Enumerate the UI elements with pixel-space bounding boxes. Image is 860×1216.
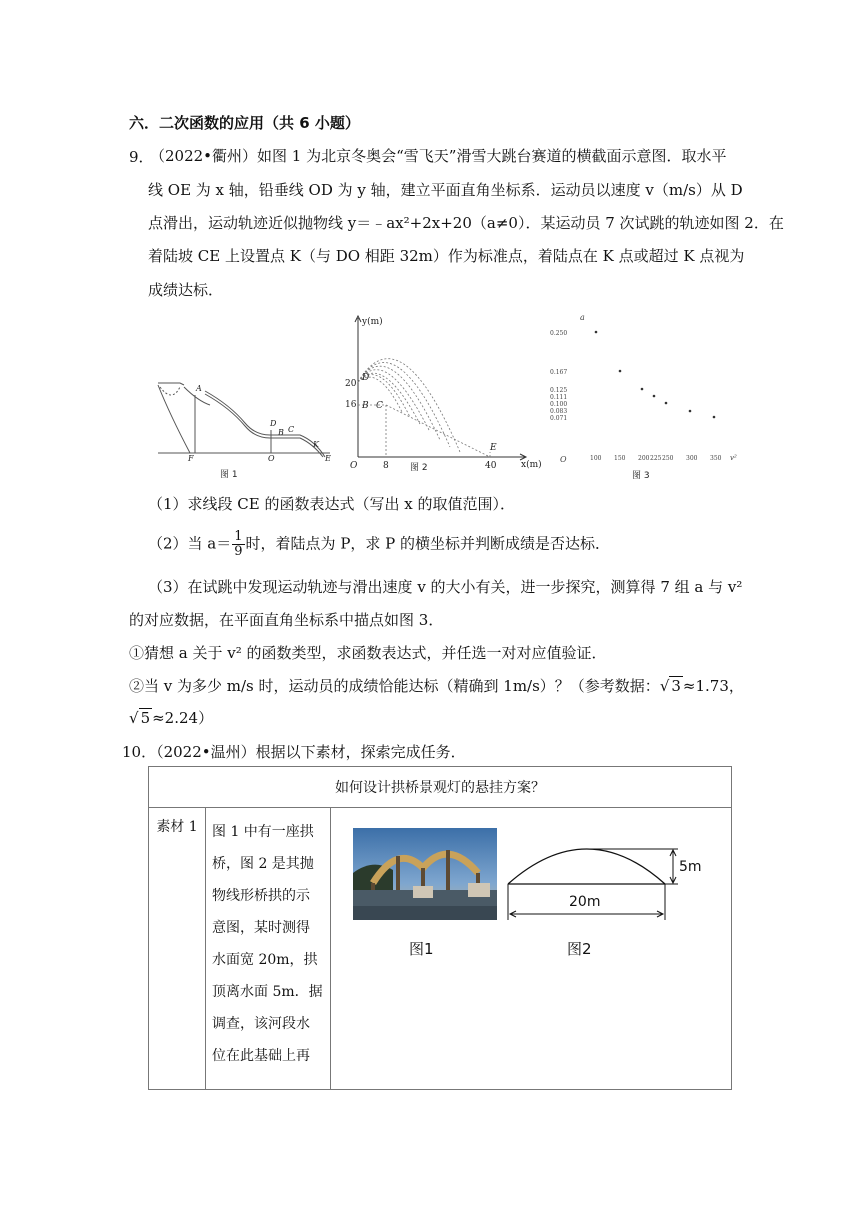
fig1-label-f: F [188,454,194,463]
fraction-denominator: 9 [234,544,243,559]
q10-fig2-caption: 图2 [567,940,592,958]
fig2-point-b: B [362,401,369,411]
fig3-origin: O [560,455,567,464]
fig2-xtick-40: 40 [485,461,497,471]
q9-part-2-fraction [232,530,244,559]
question-9-number: 9． [129,148,154,166]
q9-sub-1: ①猜想 a 关于 v² 的函数类型，求函数表达式，并任选一对对应值验证． [129,644,607,662]
q10-fig1-caption: 图1 [409,940,434,958]
fig3-ytick-2: 0.125 [550,387,568,394]
fig3-ytick-0: 0.250 [550,330,568,337]
fig3-point-5 [665,402,668,405]
fig3-xtick-3: 225 [650,455,662,462]
fig3-point-1 [595,331,598,334]
fig1-label-b: B [278,428,284,437]
material-line-6: 顶离水面 5m．据 [212,984,323,1000]
q9-approx-1: ≈1.73， [682,677,744,695]
q9-sub-2-line-2 [129,708,213,728]
section-title: 六．二次函数的应用（共 6 小题） [129,114,360,132]
fig1-label-a: A [196,384,202,393]
fig2-xlabel: x(m) [521,460,542,470]
q9-part-3-line-1: （3）在试跳中发现运动轨迹与滑出速度 v 的大小有关，进一步探究，测算得 7 组 a 与 v² [148,578,743,596]
fig3-ytick-3: 0.111 [550,394,568,401]
q9-sub-2-line-1 [129,676,744,696]
fig3-ytick-1: 0.167 [550,369,568,376]
fig3-ytick-4: 0.100 [550,401,568,408]
material-line-4: 意图，某时测得 [212,920,310,936]
q9-figure-1 [150,375,340,480]
sqrt-5: √ 5 [129,709,151,727]
material-line-1: 图 1 中有一座拱 [212,824,314,840]
q9-part-1: （1）求线段 CE 的函数表达式（写出 x 的取值范围）． [148,495,516,513]
parabola-diagram [503,834,707,926]
fig1-label-c: C [288,425,295,434]
height-label: 5m [679,859,702,875]
fig3-xtick-1: 150 [614,455,626,462]
q9-approx-2: ≈2.24） [152,709,214,727]
q9-line-4: 着陆坡 CE 上设置点 K（与 DO 相距 32m）作为标准点，着陆点在 K 点或超过 K 点视为 [148,247,745,265]
fig3-xlabel: v² [730,454,737,462]
fig3-ylabel: a [580,313,585,322]
fig3-caption: 图 3 [632,471,650,481]
q9-figure-3 [540,312,750,482]
material-line-3: 物线形桥拱的示 [212,888,310,904]
q9-part-2 [148,530,610,559]
q9-figure-2 [340,312,542,473]
fig3-xtick-4: 250 [662,455,674,462]
fig2-point-c: C [376,401,383,411]
fig3-xtick-0: 100 [590,455,602,462]
fig2-ytick-16: 16 [345,400,357,410]
q9-line-2: 线 OE 为 x 轴，铅垂线 OD 为 y 轴，建立平面直角坐标系．运动员以速度 v（m/s）从 D [148,181,743,199]
material-line-5: 水面宽 20m，拱 [212,952,318,968]
fig3-xtick-5: 300 [686,455,698,462]
question-10 [122,742,466,762]
q9-part-3-line-2: 的对应数据，在平面直角坐标系中描点如图 3． [129,611,444,629]
fig3-ytick-5: 0.083 [550,408,568,415]
material-label: 素材 1 [156,819,198,835]
material-line-2: 桥，图 2 是其抛 [212,856,314,872]
sqrt-3-radicand: 3 [671,677,681,695]
fig2-origin: O [350,461,358,471]
fig1-caption: 图 1 [220,470,238,480]
q9-part-2-suffix: 时，着陆点为 P，求 P 的横坐标并判断成绩是否达标． [245,534,611,553]
bridge-photo [353,828,497,920]
material-figures-cell [331,808,732,1090]
fig3-point-4 [653,395,656,398]
sqrt-3: √ 3 [659,677,681,695]
fig2-ytick-20: 20 [345,379,357,389]
fig2-point-e: E [490,443,497,453]
fig3-scatter-points [595,331,716,419]
fig2-ylabel: y(m) [362,317,383,327]
fig3-xtick-6: 350 [710,455,722,462]
material-label-cell [149,808,206,1090]
fig3-point-2 [619,370,622,373]
material-line-8: 位在此基础上再 [212,1048,310,1064]
fig2-caption: 图 2 [410,463,428,473]
table-title: 如何设计拱桥景观灯的悬挂方案？ [335,780,545,796]
q10-material-table [148,766,732,1090]
fig1-label-o: O [268,454,275,463]
fig1-label-k: K [313,440,319,449]
width-label: 20m [569,894,601,910]
q9-line-3: 点滑出，运动轨迹近似抛物线 y＝﹣ax²+2x+20（a≠0）．某运动员 7 次试跳的轨迹如图 2．在 [148,214,784,232]
fig3-point-3 [641,388,644,391]
fig2-point-d: D [362,373,370,383]
fraction-numerator: 1 [234,529,243,544]
q9-part-2-prefix: （2）当 a＝ [148,534,232,553]
question-10-number: 10． [122,743,157,761]
fig1-label-e: E [325,454,331,463]
fig3-ytick-6: 0.071 [550,415,568,422]
fig3-xtick-2: 200 [638,455,650,462]
q9-line-5: 成绩达标． [148,281,224,299]
q9-sub-2-text: ②当 v 为多少 m/s 时，运动员的成绩恰能达标（精确到 1m/s）？（参考数据： [129,677,660,695]
material-text-cell [206,808,331,1090]
q9-line-1: （2022•衢州）如图 1 为北京冬奥会“雪飞天”滑雪大跳台赛道的横截面示意图．取水平 [150,147,727,165]
fig3-point-7 [713,416,716,419]
fig1-label-d: D [270,419,277,428]
sqrt-5-radicand: 5 [140,709,151,727]
fig3-point-6 [689,410,692,413]
material-line-7: 调查，该河段水 [212,1016,310,1032]
fig2-xtick-8: 8 [383,461,389,471]
table-title-cell [149,767,732,808]
question-10-intro: （2022•温州）根据以下素材，探索完成任务． [156,743,466,761]
